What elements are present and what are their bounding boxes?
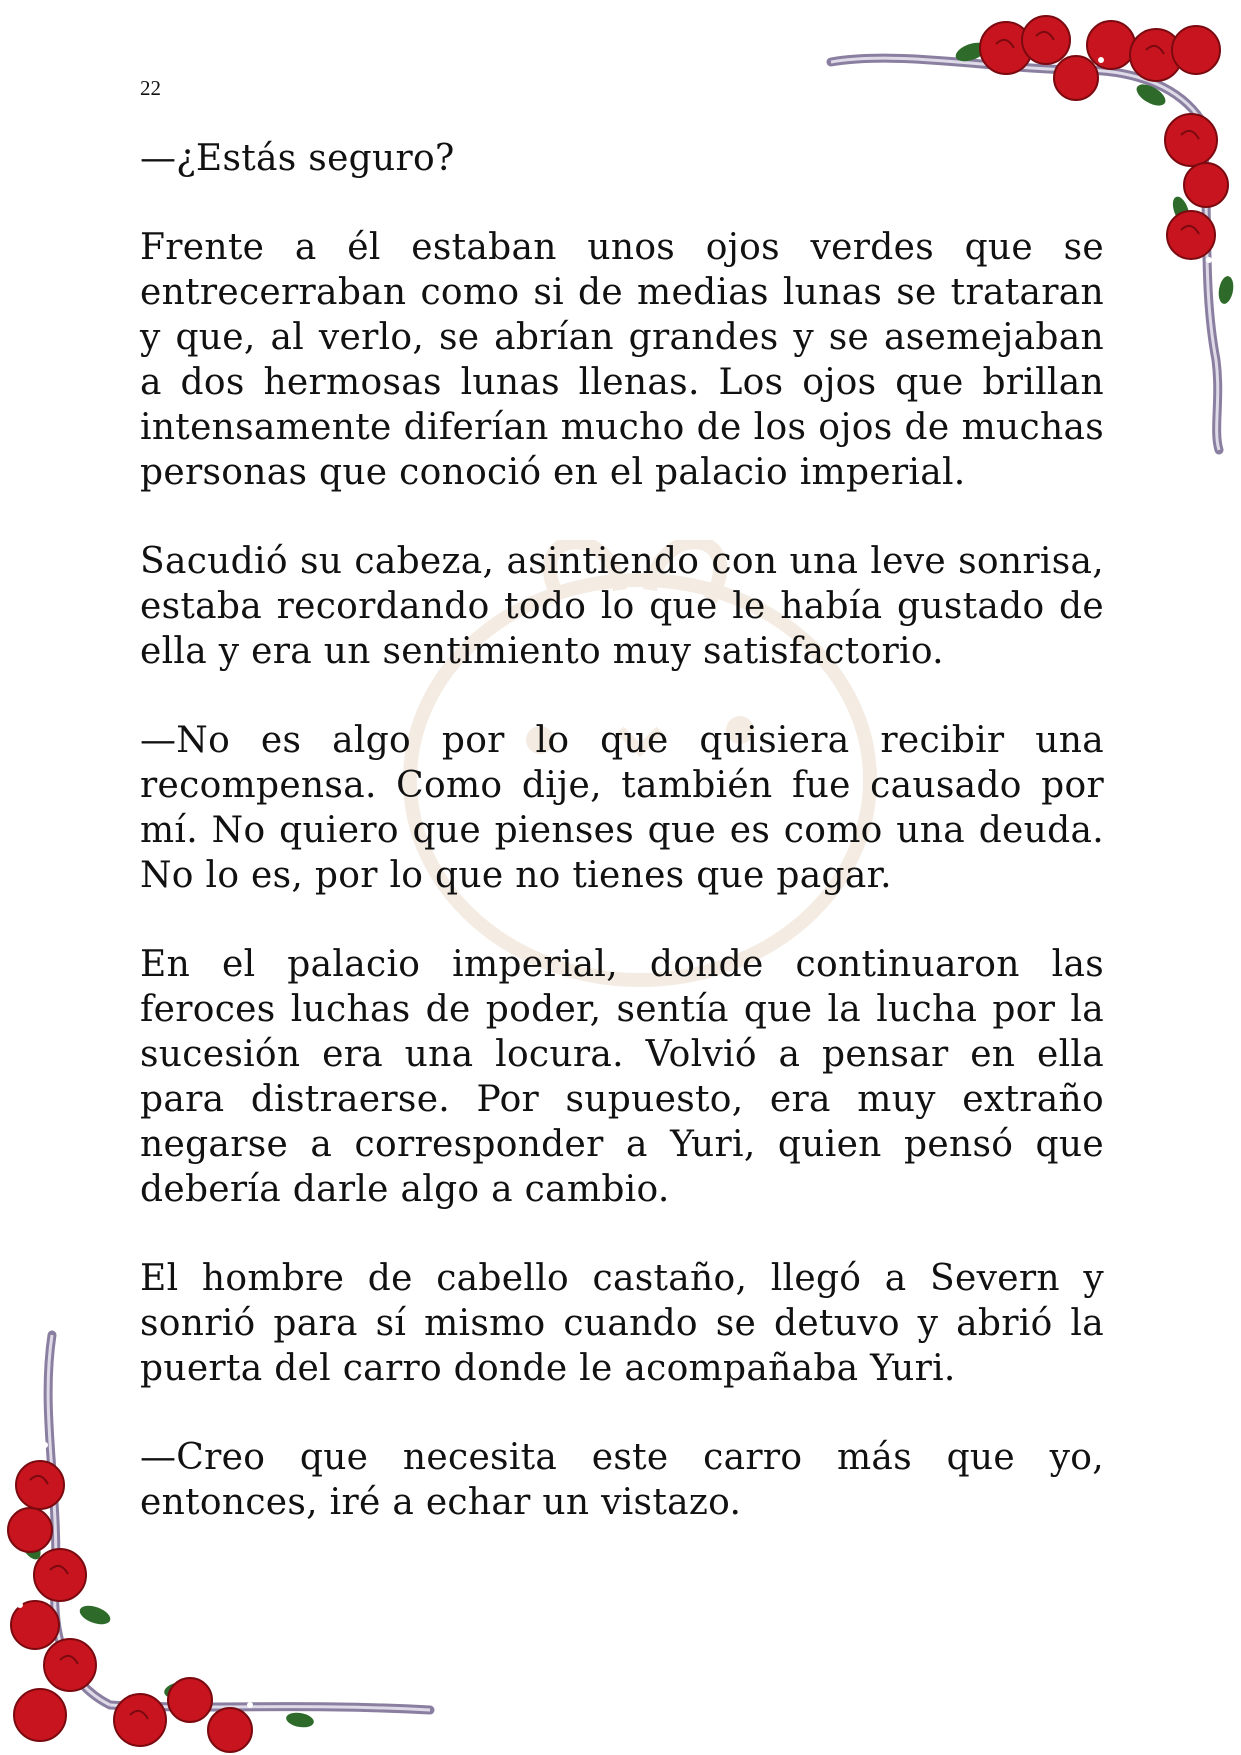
chapter-text (140, 136, 1104, 1525)
page-number: 22 (140, 76, 161, 100)
paragraph: Sacudió su cabeza, asintiendo con una leve sonrisa, estaba recordando todo lo que le había gustado de ella y era un sentimiento muy satisfactorio. (140, 541, 1104, 672)
paragraph: En el palacio imperial, donde continuaron las feroces luchas de poder, sentía que la lucha por la sucesión era una locura. Volvió a pensar en ella para distraerse. Por supuesto, era muy extraño negarse a corresponder a Yuri, quien pensó que debería darle algo a cambio. (140, 944, 1104, 1210)
paragraph: Frente a él estaban unos ojos verdes que se entrecerraban como si de medias lunas se trataran y que, al verlo, se abrían grandes y se asemejaban a dos hermosas lunas llenas. Los ojos que brillan intensamente diferían mucho de los ojos de muchas personas que conoció en el palacio imperial. (140, 227, 1104, 493)
paragraph: —No es algo por lo que quisiera recibir una recompensa. Como dije, también fue causado por mí. No quiero que pienses que es como una deuda. No lo es, por lo que no tienes que pagar. (140, 720, 1104, 896)
paragraph: —Creo que necesita este carro más que yo, entonces, iré a echar un vistazo. (140, 1437, 1104, 1523)
paragraph: —¿Estás seguro? (140, 138, 455, 179)
paragraph: El hombre de cabello castaño, llegó a Severn y sonrió para sí mismo cuando se detuvo y abrió la puerta del carro donde le acompañaba Yuri. (140, 1258, 1104, 1389)
